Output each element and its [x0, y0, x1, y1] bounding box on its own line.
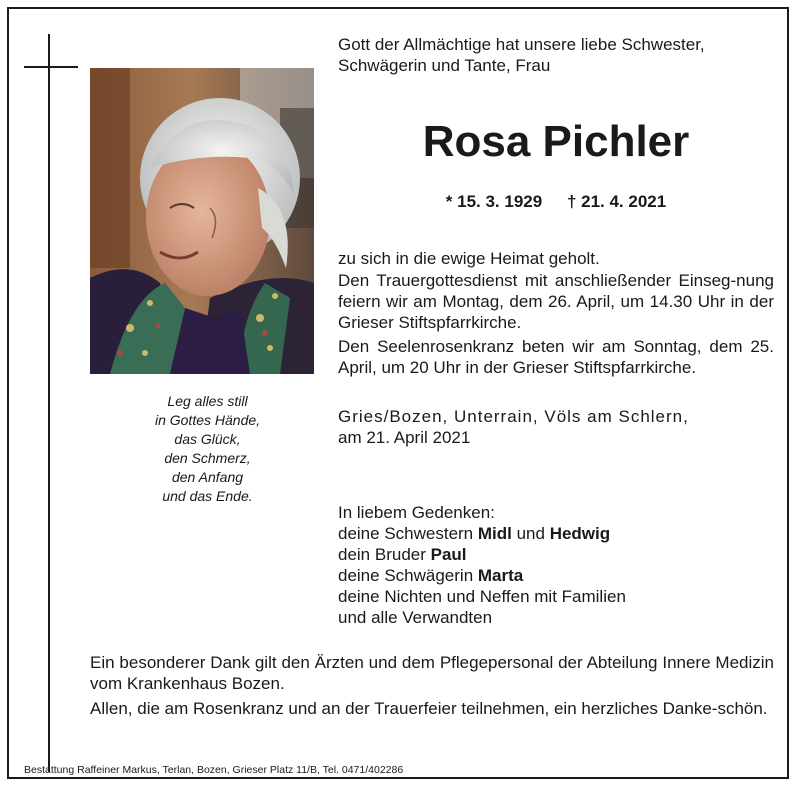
thanks-paragraph-2: Allen, die am Rosenkranz und an der Trauerfeier teilnehmen, ein herzliches Danke-schön.	[90, 699, 768, 718]
poem-line: Leg alles still	[167, 393, 248, 409]
thanks-paragraph-1: Ein besonderer Dank gilt den Ärzten und dem Pflegepersonal der Abteilung Innere Medizin vom Krankenhaus Bozen.	[90, 653, 774, 693]
poem-line: den Anfang	[171, 469, 244, 485]
portrait-photo	[90, 68, 314, 374]
body-paragraph-3: Den Seelenrosenkranz beten wir am Sonntag, dem 25. April, um 20 Uhr in der Grieser Stiftspfarrkirche.	[338, 337, 774, 377]
mourner-line: dein Bruder Paul	[338, 545, 467, 564]
mourner-line: deine Nichten und Neffen mit Familien	[338, 587, 626, 606]
poem	[120, 392, 295, 506]
mourners-list	[338, 502, 774, 628]
mourner-line: deine Schwägerin Marta	[338, 566, 524, 585]
funeral-home-footer: Bestattung Raffeiner Markus, Terlan, Bozen, Grieser Platz 11/B, Tel. 0471/402286	[24, 764, 404, 776]
poem-line: das Glück,	[174, 431, 241, 447]
mourner-line: und alle Verwandten	[338, 608, 493, 627]
place-line: Gries/Bozen, Unterrain, Völs am Schlern,	[338, 407, 689, 426]
body-paragraph-2: Den Trauergottesdienst mit anschließender Einseg-nung feiern wir am Montag, dem 26. April, um 14.30 Uhr in der Grieser Stiftspfarrkirche.	[338, 271, 774, 332]
mourner-line: deine Schwestern Midl und Hedwig	[338, 524, 611, 543]
cross-icon	[48, 34, 50, 772]
intro-text	[338, 34, 774, 76]
poem-line: in Gottes Hände,	[154, 412, 261, 428]
poem-line: und das Ende.	[162, 488, 253, 504]
intro-line: Gott der Allmächtige hat unsere liebe Schwester,	[338, 35, 705, 54]
birth-date: * 15. 3. 1929	[445, 192, 543, 211]
body-paragraph-1: zu sich in die ewige Heimat geholt.	[338, 249, 600, 268]
intro-line: Schwägerin und Tante, Frau	[338, 56, 551, 75]
poem-line: den Schmerz,	[164, 450, 251, 466]
cross-icon-bar	[24, 66, 78, 68]
place-date: am 21. April 2021	[338, 428, 471, 447]
deceased-name: Rosa Pichler	[422, 117, 690, 166]
life-dates	[338, 190, 774, 214]
death-date: † 21. 4. 2021	[566, 192, 667, 211]
mourners-heading: In liebem Gedenken:	[338, 503, 495, 522]
